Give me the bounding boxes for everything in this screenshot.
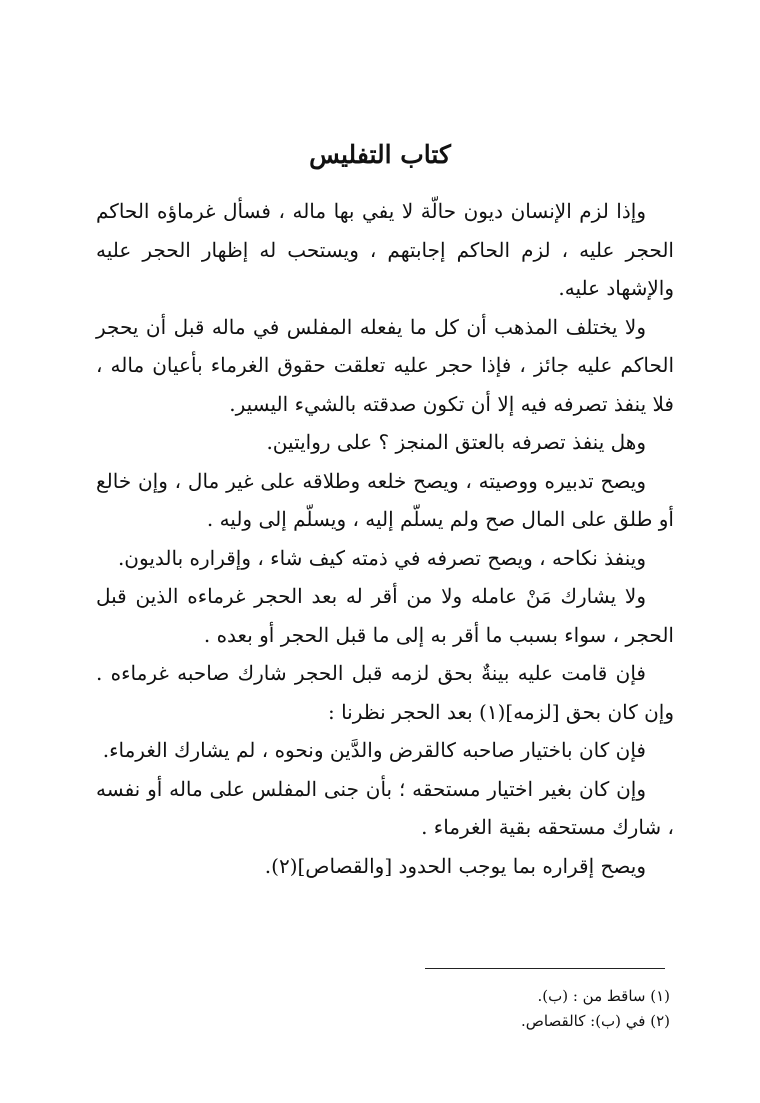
paragraph: فإن كان باختيار صاحبه كالقرض والدَّين ونحوه ، لم يشارك الغرماء.: [102, 738, 646, 762]
paragraph: ويصح إقراره بما يوجب الحدود [والقصاص](٢).: [264, 853, 646, 878]
paragraph: ولا يختلف المذهب أن كل ما يفعله المفلس في ماله قبل أن يحجر الحاكم عليه جائز ، فإذا حجر عليه تعلقت حقوق الغرماء بأعيان ماله ، فلا ينفذ تصرفه فيه إلا أن تكون صدقته بالشيء اليسير.: [96, 314, 674, 416]
paragraph: وإذا لزم الإنسان ديون حالّة لا يفي بها ماله ، فسأل غرماؤه الحاكم الحجر عليه ، لزم الحاكم إجابتهم ، ويستحب له إظهار الحجر عليه والإشهاد عليه.: [96, 199, 674, 300]
paragraph: ويصح تدبيره ووصيته ، ويصح خلعه وطلاقه على غير مال ، وإن خالع أو طلق على المال صح ولم يسلّم إليه ، ويسلّم إلى وليه .: [96, 468, 674, 531]
body-text: [96, 192, 674, 885]
paragraph: وإن كان بغير اختيار مستحقه ؛ بأن جنى المفلس على ماله أو نفسه ، شارك مستحقه بقية الغرماء .: [96, 776, 674, 839]
footnote: (٢) في (ب): كالقصاص.: [521, 1012, 670, 1030]
paragraph: ولا يشارك مَنْ عامله ولا من أقر له بعد الحجر غرماءه الذين قبل الحجر ، سواء بسبب ما أقر به إلى ما قبل الحجر أو بعده .: [96, 584, 674, 647]
paragraph: وهل ينفذ تصرفه بالعتق المنجز ؟ على روايتين.: [266, 430, 646, 454]
paragraph: وينفذ نكاحه ، ويصح تصرفه في ذمته كيف شاء ، وإقراره بالديون.: [117, 545, 646, 570]
footnote-separator: [425, 968, 665, 969]
paragraph: فإن قامت عليه بينةٌ بحق لزمه قبل الحجر شارك صاحبه غرماءه . وإن كان بحق [لزمه](١) بعد الحجر نظرنا :: [96, 661, 674, 724]
footnote: (١) ساقط من : (ب).: [537, 987, 670, 1005]
footnotes: [300, 984, 670, 1034]
chapter-title: كتاب التفليس: [309, 140, 451, 169]
